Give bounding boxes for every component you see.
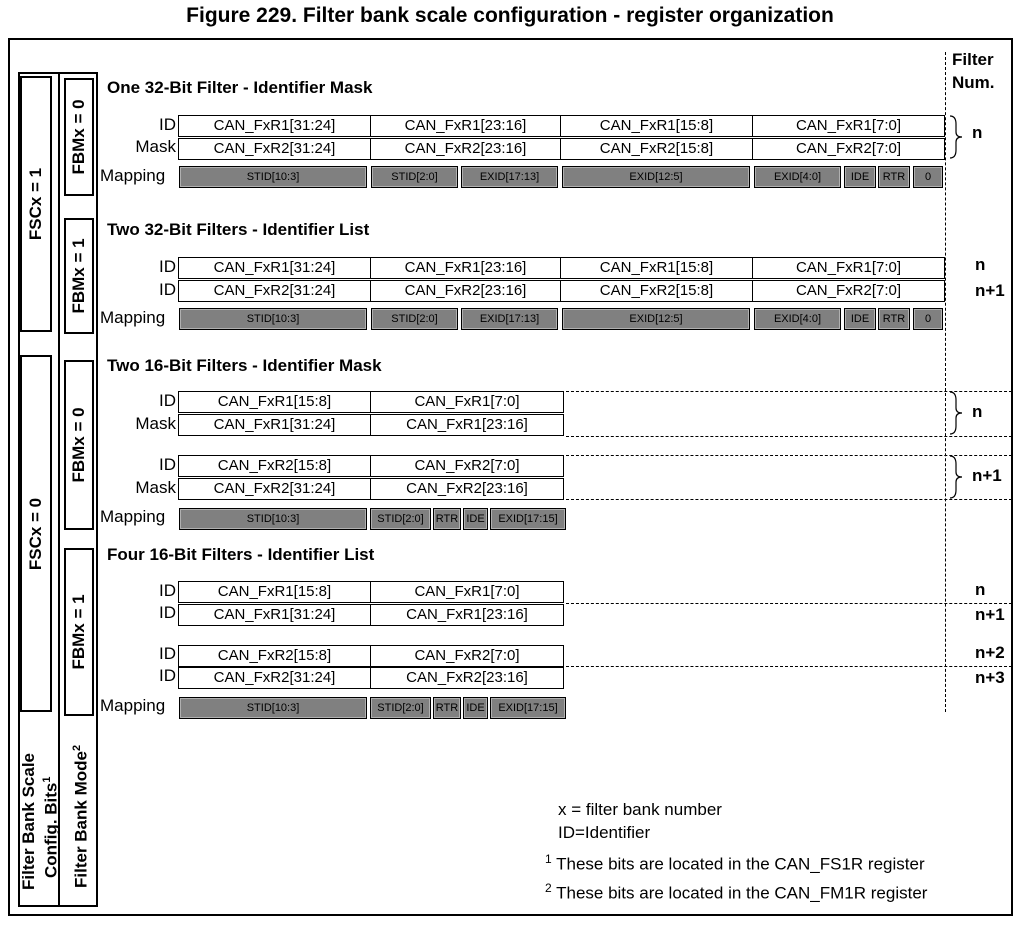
s1-mapping-cell: RTR [878,166,910,188]
s2-mapping-cell: STID[2:0] [371,308,458,330]
s3-g1-mask-cell: CAN_FxR1[31:24] [178,414,371,436]
s4-g1-id2-cell: CAN_FxR1[31:24] [178,604,371,626]
s1-id-cell: CAN_FxR1[7:0] [752,115,945,137]
s3-dash-line [566,499,1012,500]
s4-dash-line [566,603,1012,604]
s2-id1-cell: CAN_FxR1[7:0] [752,257,945,279]
s1-mapping-cell: EXID[17:13] [461,166,558,188]
footnote-2: $^2$ These bits are located in the CAN_FM1R register [545,881,928,903]
section4-id1-label: ID [159,581,176,600]
section3-mask1-label: Mask [135,414,176,433]
section2-title: Two 32-Bit Filters - Identifier List [107,220,370,239]
s1-mapping-cell: EXID[12:5] [562,166,750,188]
fbm-bar-2 [64,218,94,334]
s2-mapping-cell: EXID[4:0] [754,308,841,330]
columns-top-line [18,72,98,74]
s1-mask-cell: CAN_FxR2[31:24] [178,138,371,160]
s4-mapping-cell: STID[2:0] [370,697,431,719]
s1-mapping-cell: STID[10:3] [179,166,367,188]
s3-g1-id-cell: CAN_FxR1[15:8] [178,391,371,413]
filter-num-header-line2: Num. [952,73,995,92]
section3-mask2-label: Mask [135,478,176,497]
section3-title: Two 16-Bit Filters - Identifier Mask [107,356,382,375]
s3-brace-2 [948,454,964,500]
section2-id2-label: ID [159,280,176,299]
section1-mask-label: Mask [135,137,176,156]
section4-id4-label: ID [159,666,176,685]
s1-id-cell: CAN_FxR1[23:16] [370,115,561,137]
section2-mapping-label: Mapping [100,308,166,327]
s4-g1-id1-cell: CAN_FxR1[7:0] [370,581,564,603]
fbm-bottom-label: Filter Bank Mode$^2$ [71,744,91,888]
fsc-bottom-label-line1: Filter Bank Scale [19,752,38,890]
section3-id1-label: ID [159,391,176,410]
footnote-1: $^1$ These bits are located in the CAN_FS1R register [545,852,925,874]
s3-mapping-cell: RTR [433,508,461,530]
s4-filter-num-3: n+2 [975,643,1005,662]
fbm-bar-1 [64,78,94,196]
section4-id3-label: ID [159,644,176,663]
s3-g1-id-cell: CAN_FxR1[7:0] [370,391,564,413]
s4-mapping-cell: RTR [433,697,461,719]
s1-id-cell: CAN_FxR1[15:8] [560,115,753,137]
s4-filter-num-2: n+1 [975,605,1005,624]
figure-title: Figure 229. Filter bank scale configuration - register organization [186,4,834,27]
s3-dash-line [566,436,1012,437]
s1-mask-cell: CAN_FxR2[7:0] [752,138,945,160]
s3-brace-1 [948,390,964,436]
s3-filter-num-1: n [972,402,983,421]
s3-dash-line [566,391,1012,392]
s3-g2-id-cell: CAN_FxR2[7:0] [370,455,564,477]
fbm-column-bottom-line [58,905,98,907]
s3-filter-num-2: n+1 [972,466,1002,485]
s3-mapping-cell: STID[10:3] [179,508,367,530]
note-id-definition: ID=Identifier [558,823,651,842]
filter-num-header-line1: Filter [952,50,994,69]
s1-mapping-cell: EXID[4:0] [754,166,841,188]
s2-id1-cell: CAN_FxR1[23:16] [370,257,561,279]
s4-dash-line [566,666,1012,667]
s2-filter-num-1: n [975,255,986,274]
section4-id2-label: ID [159,603,176,622]
s1-mapping-cell: STID[2:0] [371,166,458,188]
s2-mapping-cell: RTR [878,308,910,330]
fbm-label-3: FBMx = 0 [69,407,88,483]
section1-title: One 32-Bit Filter - Identifier Mask [107,78,373,97]
section4-mapping-label: Mapping [100,696,166,715]
s4-mapping-cell: STID[10:3] [179,697,367,719]
s2-mapping-cell: STID[10:3] [179,308,367,330]
s3-g1-mask-cell: CAN_FxR1[23:16] [370,414,564,436]
fbm-label-4: FBMx = 1 [69,594,88,670]
s2-id2-cell: CAN_FxR2[7:0] [752,280,945,302]
s1-mapping-cell: 0 [913,166,943,188]
s2-mapping-cell: IDE [844,308,876,330]
s3-g2-mask-cell: CAN_FxR2[31:24] [178,478,371,500]
fsc-bottom-label-line2: Config. Bits$^1$ [41,776,61,878]
s3-g2-mask-cell: CAN_FxR2[23:16] [370,478,564,500]
section1-id-label: ID [159,115,176,134]
s2-id1-cell: CAN_FxR1[15:8] [560,257,753,279]
s4-g1-id1-cell: CAN_FxR1[15:8] [178,581,371,603]
note-x-definition: x = filter bank number [558,800,722,819]
s4-g2-id2-cell: CAN_FxR2[31:24] [178,667,371,689]
s4-g2-id1-cell: CAN_FxR2[15:8] [178,645,371,667]
s2-id2-cell: CAN_FxR2[23:16] [370,280,561,302]
s1-brace [948,114,964,160]
s1-mask-cell: CAN_FxR2[15:8] [560,138,753,160]
section3-mapping-label: Mapping [100,507,166,526]
s4-filter-num-4: n+3 [975,668,1005,687]
fsc-label-0: FSCx = 0 [26,497,45,570]
fsc-bar-0 [20,355,52,712]
s4-g2-id2-cell: CAN_FxR2[23:16] [370,667,564,689]
section4-title: Four 16-Bit Filters - Identifier List [107,545,375,564]
section3-id2-label: ID [159,455,176,474]
fbm-label-1: FBMx = 0 [69,99,88,175]
fsc-column-bottom-line [18,905,60,907]
s2-mapping-cell: EXID[17:13] [461,308,558,330]
s2-id2-cell: CAN_FxR2[15:8] [560,280,753,302]
fsc-bar-1 [20,76,52,332]
section2-id1-label: ID [159,257,176,276]
fbm-label-2: FBMx = 1 [69,238,88,314]
s2-filter-num-2: n+1 [975,281,1005,300]
s2-mapping-cell: EXID[12:5] [562,308,750,330]
s3-mapping-cell: STID[2:0] [370,508,431,530]
s2-mapping-cell: 0 [913,308,943,330]
s2-id2-cell: CAN_FxR2[31:24] [178,280,371,302]
filter-num-divider [945,52,946,712]
s3-g2-id-cell: CAN_FxR2[15:8] [178,455,371,477]
s3-mapping-cell: IDE [463,508,488,530]
s3-mapping-cell: EXID[17:15] [490,508,566,530]
s4-mapping-cell: IDE [463,697,488,719]
s4-g2-id1-cell: CAN_FxR2[7:0] [370,645,564,667]
s4-g1-id2-cell: CAN_FxR1[23:16] [370,604,564,626]
s1-id-cell: CAN_FxR1[31:24] [178,115,371,137]
s4-filter-num-1: n [975,580,986,599]
section1-mapping-label: Mapping [100,166,166,185]
s1-mapping-cell: IDE [844,166,876,188]
s4-mapping-cell: EXID[17:15] [490,697,566,719]
fbm-bar-4 [64,548,94,716]
s1-mask-cell: CAN_FxR2[23:16] [370,138,561,160]
fbm-bar-3 [64,360,94,530]
s3-dash-line [566,455,1012,456]
s2-id1-cell: CAN_FxR1[31:24] [178,257,371,279]
s1-filter-num: n [972,123,983,142]
fsc-label-1: FSCx = 1 [26,167,45,241]
